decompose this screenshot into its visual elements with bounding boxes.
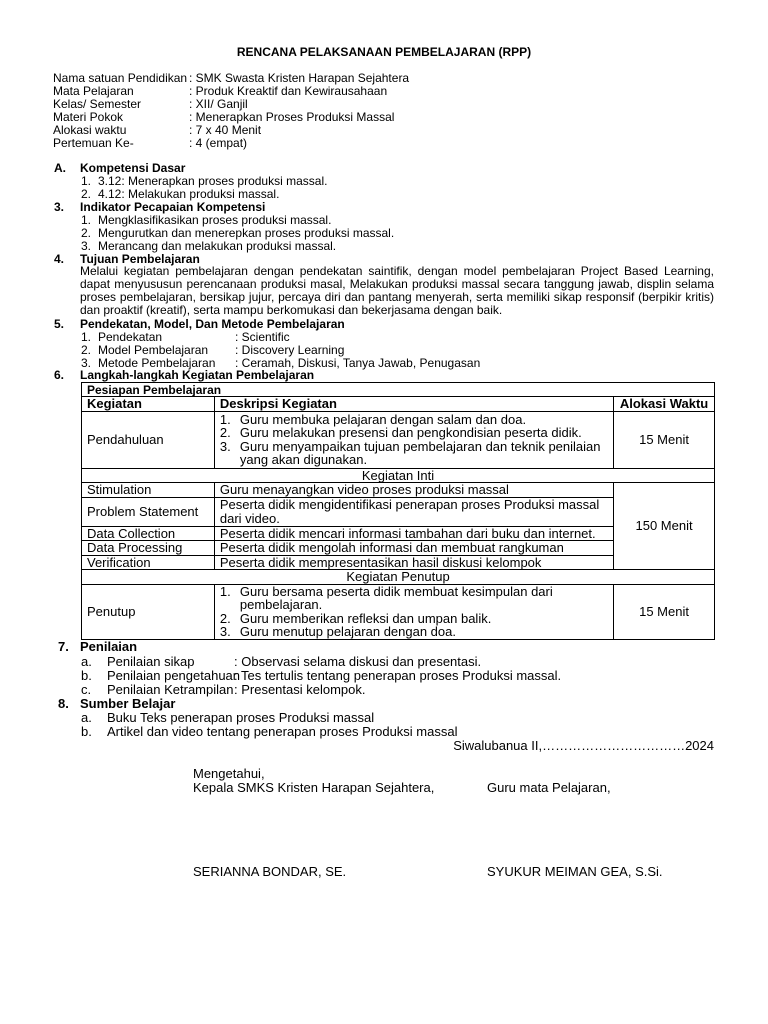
list-item-value: : Presentasi kelompok. bbox=[234, 682, 366, 697]
deskripsi-cell: Peserta didik mempresentasikan hasil diskusi kelompok bbox=[214, 555, 613, 570]
identity-label: Mata Pelajaran bbox=[53, 84, 134, 98]
list-item-label: Penilaian Ketrampilan bbox=[107, 682, 234, 697]
section-heading: Penilaian bbox=[80, 639, 138, 654]
list-number: 2. bbox=[219, 425, 231, 440]
identity-label: Materi Pokok bbox=[53, 110, 124, 124]
list-item bbox=[220, 585, 608, 612]
list-item-value: : Tes tertulis tentang penerapan proses Produksi massal. bbox=[234, 668, 562, 683]
place-date: Siwalubanua II,……………………………2024 bbox=[453, 738, 714, 753]
list-text: Guru menutup pelajaran dengan doa. bbox=[239, 624, 456, 639]
kegiatan-cell: Pendahuluan bbox=[82, 411, 215, 468]
deskripsi-cell bbox=[214, 411, 613, 468]
deskripsi-cell: Peserta didik mencari informasi tambahan dari buku dan internet. bbox=[214, 526, 613, 541]
list-number: 3. bbox=[81, 239, 92, 253]
list-item bbox=[220, 625, 608, 639]
list-item-label: Pendekatan bbox=[98, 330, 163, 344]
list-item: Mengurutkan dan menerepkan proses produksi massal. bbox=[98, 226, 395, 240]
identity-value: : XII/ Ganjil bbox=[189, 97, 248, 111]
activities-table bbox=[81, 382, 715, 640]
list-number: 2. bbox=[81, 187, 92, 201]
left-signer-role: Kepala SMKS Kristen Harapan Sejahtera, bbox=[193, 780, 435, 795]
identity-label: Pertemuan Ke- bbox=[53, 136, 134, 150]
section-heading: Sumber Belajar bbox=[80, 696, 176, 711]
section-number: 4. bbox=[54, 252, 65, 266]
alokasi-cell: 150 Menit bbox=[614, 483, 715, 570]
header-kegiatan: Kegiatan bbox=[82, 397, 215, 412]
kegiatan-cell: Data Collection bbox=[82, 526, 215, 541]
table-row bbox=[82, 411, 715, 468]
list-number: b. bbox=[81, 724, 92, 739]
identity-value: : Produk Kreaktif dan Kewirausahaan bbox=[189, 84, 388, 98]
right-signer-role: Guru mata Pelajaran, bbox=[487, 780, 611, 795]
list-number: 1. bbox=[219, 583, 231, 599]
kegiatan-cell: Data Processing bbox=[82, 541, 215, 556]
prep-title: Pesiapan Pembelajaran bbox=[82, 383, 715, 397]
identity-value: : SMK Swasta Kristen Harapan Sejahtera bbox=[189, 71, 410, 85]
document-title: RENCANA PELAKSANAAN PEMBELAJARAN (RPP) bbox=[236, 45, 532, 59]
list-number: 2. bbox=[219, 610, 231, 626]
kegiatan-cell: Verification bbox=[82, 555, 215, 570]
list-text: Guru memberikan refleksi dan umpan balik. bbox=[239, 610, 492, 626]
penutup-title: Kegiatan Penutup bbox=[82, 570, 715, 585]
identity-label: Alokasi waktu bbox=[53, 123, 127, 137]
list-item-label: Penilaian sikap bbox=[107, 654, 195, 669]
section-number: A. bbox=[54, 161, 66, 175]
deskripsi-cell: Peserta didik mengidentifikasi penerapan proses Produksi massal dari video. bbox=[214, 497, 613, 526]
section-number: 6. bbox=[54, 368, 65, 382]
list-item: Buku Teks penerapan proses Produksi massal bbox=[107, 710, 375, 725]
section-heading: Langkah-langkah Kegiatan Pembelajaran bbox=[80, 368, 315, 382]
list-item bbox=[220, 413, 608, 427]
list-item bbox=[220, 612, 608, 626]
list-number: 1. bbox=[219, 411, 231, 427]
section-heading: Kompetensi Dasar bbox=[80, 161, 186, 175]
list-item-value: : Discovery Learning bbox=[235, 343, 345, 357]
list-number: 3. bbox=[81, 356, 92, 370]
identity-label: Kelas/ Semester bbox=[53, 97, 142, 111]
identity-value: : Menerapkan Proses Produksi Massal bbox=[189, 110, 395, 124]
list-item bbox=[220, 426, 608, 440]
list-item bbox=[220, 440, 608, 467]
list-number: 3. bbox=[219, 438, 231, 454]
mengetahui-label: Mengetahui, bbox=[193, 766, 265, 781]
identity-value: : 4 (empat) bbox=[189, 136, 248, 150]
list-item-label: Metode Pembelajaran bbox=[98, 356, 216, 370]
list-item: Mengklasifikasikan proses produksi massal. bbox=[98, 213, 332, 227]
tujuan-paragraph: Melalui kegiatan pembelajaran dengan pendekatan saintifik, dengan model pembelajaran Project Based Learning, dapat menyususun perencanaan produksi masal, Melakukan produksi massal secara tanggung jawab, displin selama proses pembelajaran, bersikap jujur, percaya diri dan pantang menyerah, serta memiliki sikap responsif (berpikir kritis) dan proaktif (kreatif), serta mampu berkomukasi dan bekerjasama dengan baik. bbox=[80, 264, 714, 317]
inti-title: Kegiatan Inti bbox=[82, 468, 715, 483]
alokasi-cell: 15 Menit bbox=[614, 411, 715, 468]
list-number: 1. bbox=[81, 174, 92, 188]
list-item-label: Penilaian pengetahuan bbox=[107, 668, 241, 683]
list-number: a. bbox=[81, 710, 92, 725]
list-item: Artikel dan video tentang penerapan proses Produksi massal bbox=[107, 724, 458, 739]
list-item: 3.12: Menerapkan proses produksi massal. bbox=[98, 174, 328, 188]
list-number: a. bbox=[81, 654, 92, 669]
list-item: Merancang dan melakukan produksi massal. bbox=[98, 239, 337, 253]
list-item-value: : Ceramah, Diskusi, Tanya Jawab, Penugasan bbox=[235, 356, 481, 370]
kegiatan-cell: Stimulation bbox=[82, 483, 215, 498]
section-heading: Indikator Pecapaian Kompetensi bbox=[80, 200, 266, 214]
list-number: c. bbox=[81, 682, 92, 697]
deskripsi-cell: Peserta didik mengolah informasi dan membuat rangkuman bbox=[214, 541, 613, 556]
section-number: 3. bbox=[54, 200, 65, 214]
table-row bbox=[82, 584, 715, 639]
section-number: 7. bbox=[58, 639, 69, 654]
right-signer-name: SYUKUR MEIMAN GEA, S.Si. bbox=[487, 864, 663, 879]
list-item-value: : Observasi selama diskusi dan presentasi. bbox=[234, 654, 482, 669]
identity-value: : 7 x 40 Menit bbox=[189, 123, 262, 137]
kegiatan-cell: Problem Statement bbox=[82, 497, 215, 526]
header-alokasi: Alokasi Waktu bbox=[614, 397, 715, 412]
list-item-label: Model Pembelajaran bbox=[98, 343, 209, 357]
section-number: 5. bbox=[54, 317, 65, 331]
alokasi-cell: 15 Menit bbox=[614, 584, 715, 639]
header-deskripsi: Deskripsi Kegiatan bbox=[214, 397, 613, 412]
list-number: 2. bbox=[81, 343, 92, 357]
section-heading: Tujuan Pembelajaran bbox=[80, 252, 200, 266]
list-text: Guru bersama peserta didik membuat kesimpulan dari pembelajaran. bbox=[239, 583, 553, 612]
deskripsi-cell bbox=[214, 584, 613, 639]
list-item: 4.12: Melakukan produksi massal. bbox=[98, 187, 280, 201]
left-signer-name: SERIANNA BONDAR, SE. bbox=[193, 864, 347, 879]
list-number: 2. bbox=[81, 226, 92, 240]
list-number: 1. bbox=[81, 213, 92, 227]
list-number: 3. bbox=[219, 624, 231, 639]
kegiatan-cell: Penutup bbox=[82, 584, 215, 639]
identity-label: Nama satuan Pendidikan bbox=[53, 71, 188, 85]
section-heading: Pendekatan, Model, Dan Metode Pembelajaran bbox=[80, 317, 345, 331]
section-number: 8. bbox=[58, 696, 69, 711]
list-number: b. bbox=[81, 668, 92, 683]
list-text: Guru menyampaikan tujuan pembelajaran dan teknik penilaian yang akan digunakan. bbox=[239, 438, 601, 467]
list-text: Guru membuka pelajaran dengan salam dan doa. bbox=[239, 411, 527, 427]
deskripsi-cell: Guru menayangkan video proses produksi massal bbox=[214, 483, 613, 498]
list-text: Guru melakukan presensi dan pengkondisian peserta didik. bbox=[239, 425, 582, 440]
list-item-value: : Scientific bbox=[235, 330, 290, 344]
list-number: 1. bbox=[81, 330, 92, 344]
table-row bbox=[82, 483, 715, 498]
